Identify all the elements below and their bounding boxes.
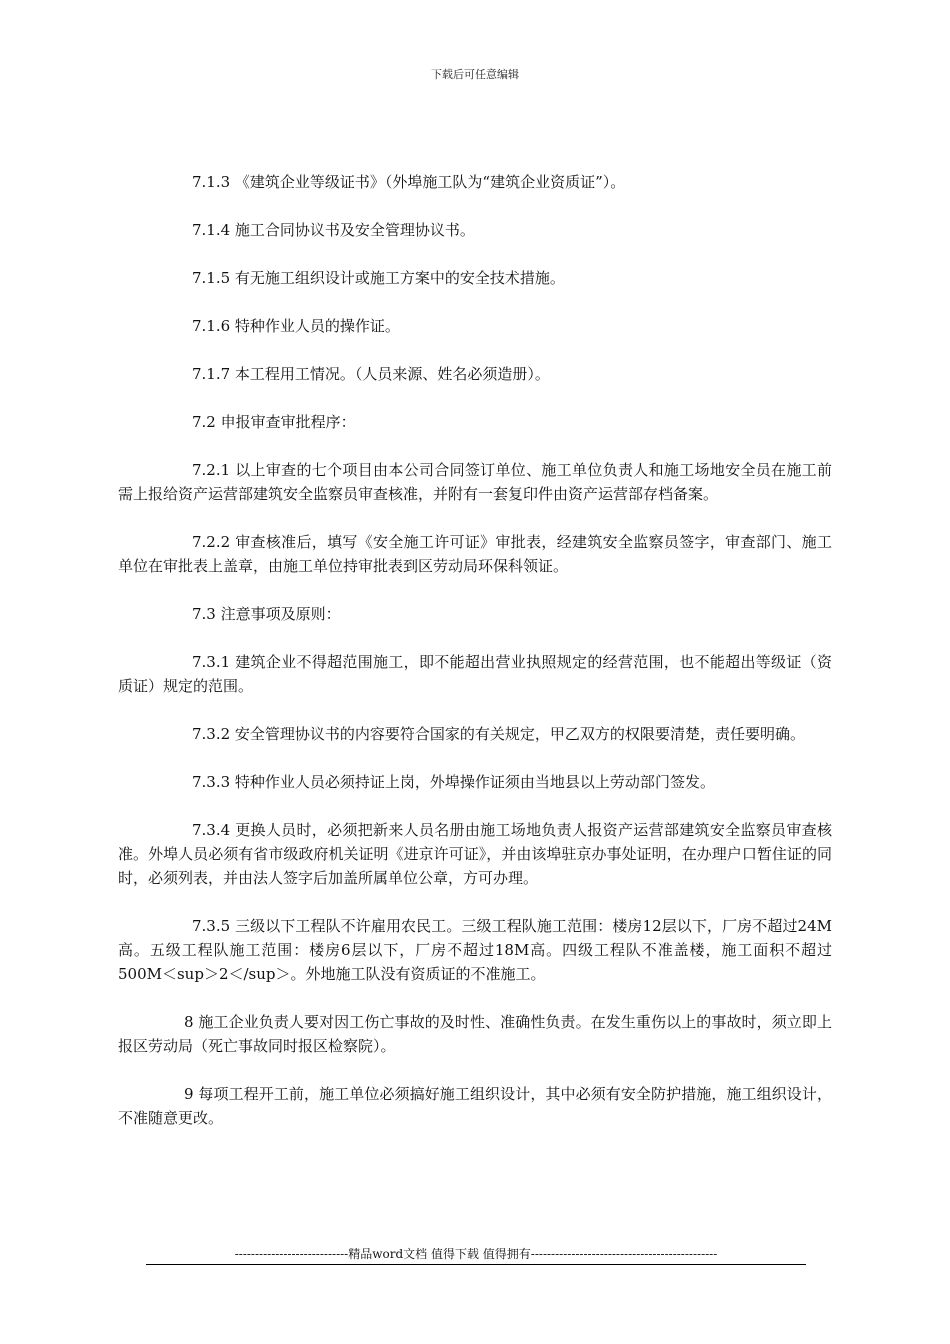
page-header-note: 下载后可任意编辑 (431, 68, 519, 81)
paragraph-7-3-2: 7.3.2 安全管理协议书的内容要符合国家的有关规定，甲乙双方的权限要清楚，责任要明确。 (192, 725, 805, 743)
paragraph-7-1-3: 7.1.3 《建筑企业等级证书》（外埠施工队为“建筑企业资质证”）。 (192, 173, 626, 191)
page-footer: ----------------------------精品word文档 值得下载 值得拥有---------------------------------------------- (146, 1246, 806, 1265)
paragraph-7-1-5: 7.1.5 有无施工组织设计或施工方案中的安全技术措施。 (192, 269, 565, 287)
document-body (118, 170, 832, 1154)
paragraph-7-1-6: 7.1.6 特种作业人员的操作证。 (192, 317, 400, 335)
paragraph-7-3-1: 7.3.1 建筑企业不得超范围施工，即不能超出营业执照规定的经营范围，也不能超出等级证（资质证）规定的范围。 (118, 653, 832, 695)
paragraph-7-1-4: 7.1.4 施工合同协议书及安全管理协议书。 (192, 221, 475, 239)
paragraph-9: 9 每项工程开工前，施工单位必须搞好施工组织设计，其中必须有安全防护措施，施工组织设计，不准随意更改。 (118, 1085, 832, 1127)
paragraph-8: 8 施工企业负责人要对因工伤亡事故的及时性、准确性负责。在发生重伤以上的事故时，须立即上报区劳动局（死亡事故同时报区检察院）。 (118, 1013, 832, 1055)
paragraph-7-1-7: 7.1.7 本工程用工情况。（人员来源、姓名必须造册）。 (192, 365, 550, 383)
section-heading-7-3: 7.3 注意事项及原则： (192, 605, 341, 623)
paragraph-7-3-5: 7.3.5 三级以下工程队不许雇用农民工。三级工程队施工范围：楼房12层以下，厂房不超过24M高。五级工程队施工范围：楼房6层以下，厂房不超过18M高。四级工程队不准盖楼，施工面积不超过500M＜sup＞2＜/sup＞。外地施工队没有资质证的不准施工。 (118, 917, 832, 983)
paragraph-7-3-4: 7.3.4 更换人员时，必须把新来人员名册由施工场地负责人报资产运营部建筑安全监察员审查核准。外埠人员必须有省市级政府机关证明《进京许可证》，并由该埠驻京办事处证明，在办理户口暂住证的同时，必须列表，并由法人签字后加盖所属单位公章，方可办理。 (118, 821, 832, 887)
paragraph-7-2-2: 7.2.2 审查核准后，填写《安全施工许可证》审批表，经建筑安全监察员签字，审查部门、施工单位在审批表上盖章，由施工单位持审批表到区劳动局环保科领证。 (118, 533, 832, 575)
section-heading-7-2: 7.2 申报审查审批程序： (192, 413, 356, 431)
paragraph-7-2-1: 7.2.1 以上审查的七个项目由本公司合同签订单位、施工单位负责人和施工场地安全员在施工前需上报给资产运营部建筑安全监察员审查核准，并附有一套复印件由资产运营部存档备案。 (118, 461, 832, 503)
paragraph-7-3-3: 7.3.3 特种作业人员必须持证上岗，外埠操作证须由当地县以上劳动部门签发。 (192, 773, 715, 791)
